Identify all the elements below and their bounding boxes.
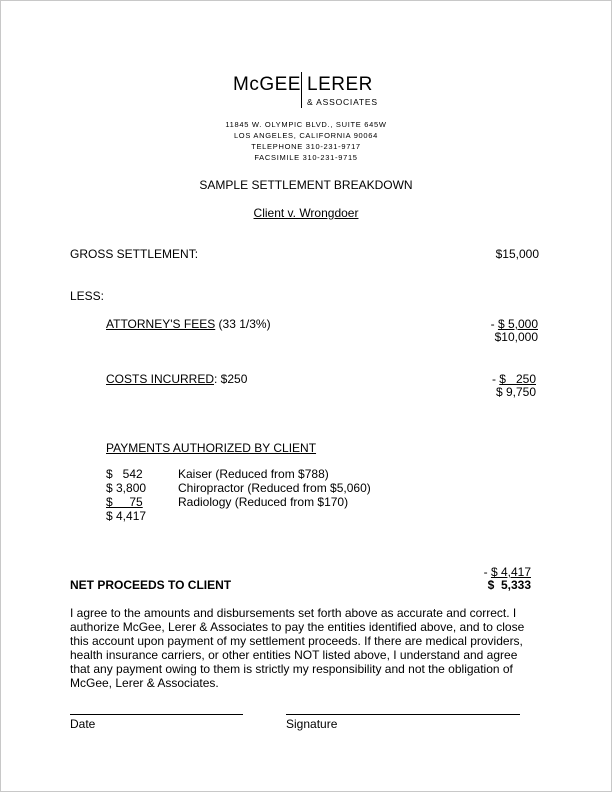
date-line[interactable] bbox=[70, 714, 243, 715]
less-label: LESS: bbox=[70, 289, 105, 303]
payment-amount: $ 3,800 bbox=[106, 481, 147, 495]
costs-detail: : $250 bbox=[214, 372, 248, 386]
facsimile-line: FACSIMILE 310-231-9715 bbox=[254, 153, 358, 162]
attorney-fees-detail: (33 1/3%) bbox=[215, 317, 271, 331]
costs-label: COSTS INCURRED bbox=[106, 372, 215, 386]
date-label: Date bbox=[70, 717, 96, 731]
firm-associates: & ASSOCIATES bbox=[307, 97, 378, 107]
after-fees-subtotal: $10,000 bbox=[494, 330, 538, 344]
payment-payee: Kaiser (Reduced from $788) bbox=[178, 467, 329, 481]
signature-label: Signature bbox=[286, 717, 338, 731]
address-line-2: LOS ANGELES, CALIFORNIA 90064 bbox=[233, 131, 379, 140]
address-line-1: 11845 W. OLYMPIC BLVD., SUITE 645W bbox=[225, 120, 387, 129]
costs-deduction: - $ 250 bbox=[491, 372, 536, 386]
telephone-line: TELEPHONE 310-231-9717 bbox=[251, 142, 361, 151]
after-costs-subtotal: $ 9,750 bbox=[495, 385, 536, 399]
firm-name-right: LERER bbox=[307, 74, 373, 95]
gross-settlement-amount: $15,000 bbox=[495, 247, 539, 261]
payments-heading: PAYMENTS AUTHORIZED BY CLIENT bbox=[106, 441, 317, 455]
payment-payee: Chiropractor (Reduced from $5,060) bbox=[178, 481, 371, 495]
payments-deduction: - $ 4,417 bbox=[483, 565, 531, 579]
table-row bbox=[106, 495, 371, 509]
payment-amount: $ 75 bbox=[106, 495, 143, 509]
net-proceeds-label: NET PROCEEDS TO CLIENT bbox=[70, 578, 232, 592]
attorney-fees-deduction: - $ 5,000 bbox=[490, 317, 538, 331]
table-row bbox=[106, 467, 371, 481]
firm-name-left: McGEE bbox=[233, 74, 301, 95]
logo-divider bbox=[301, 72, 302, 108]
gross-settlement-label: GROSS SETTLEMENT: bbox=[70, 247, 199, 261]
table-row bbox=[106, 509, 371, 523]
signature-line[interactable] bbox=[286, 714, 520, 715]
agreement-paragraph: I agree to the amounts and disbursements set forth above as accurate and correct. I authorize McGee, Lerer & Associates to pay the entities identified above, and to close this account upon payment of my settlement proceeds. If there are medical providers, health insurance carriers, or other entities NOT listed above, I understand and agree that any payment owing to them is strictly my responsibility and not the obligation of McGee, Lerer & Associates. bbox=[70, 606, 525, 690]
costs-line bbox=[106, 372, 247, 386]
payments-total: $ 4,417 bbox=[106, 509, 147, 523]
document-title: SAMPLE SETTLEMENT BREAKDOWN bbox=[199, 178, 413, 192]
payments-table bbox=[106, 467, 371, 523]
attorney-fees-line bbox=[106, 317, 271, 331]
case-name: Client v. Wrongdoer bbox=[253, 206, 359, 220]
attorney-fees-label: ATTORNEY'S FEES bbox=[106, 317, 216, 331]
net-proceeds-amount: $ 5,333 bbox=[487, 578, 531, 592]
table-row bbox=[106, 481, 371, 495]
payment-amount: $ 542 bbox=[106, 467, 143, 481]
payment-payee: Radiology (Reduced from $170) bbox=[178, 495, 349, 509]
